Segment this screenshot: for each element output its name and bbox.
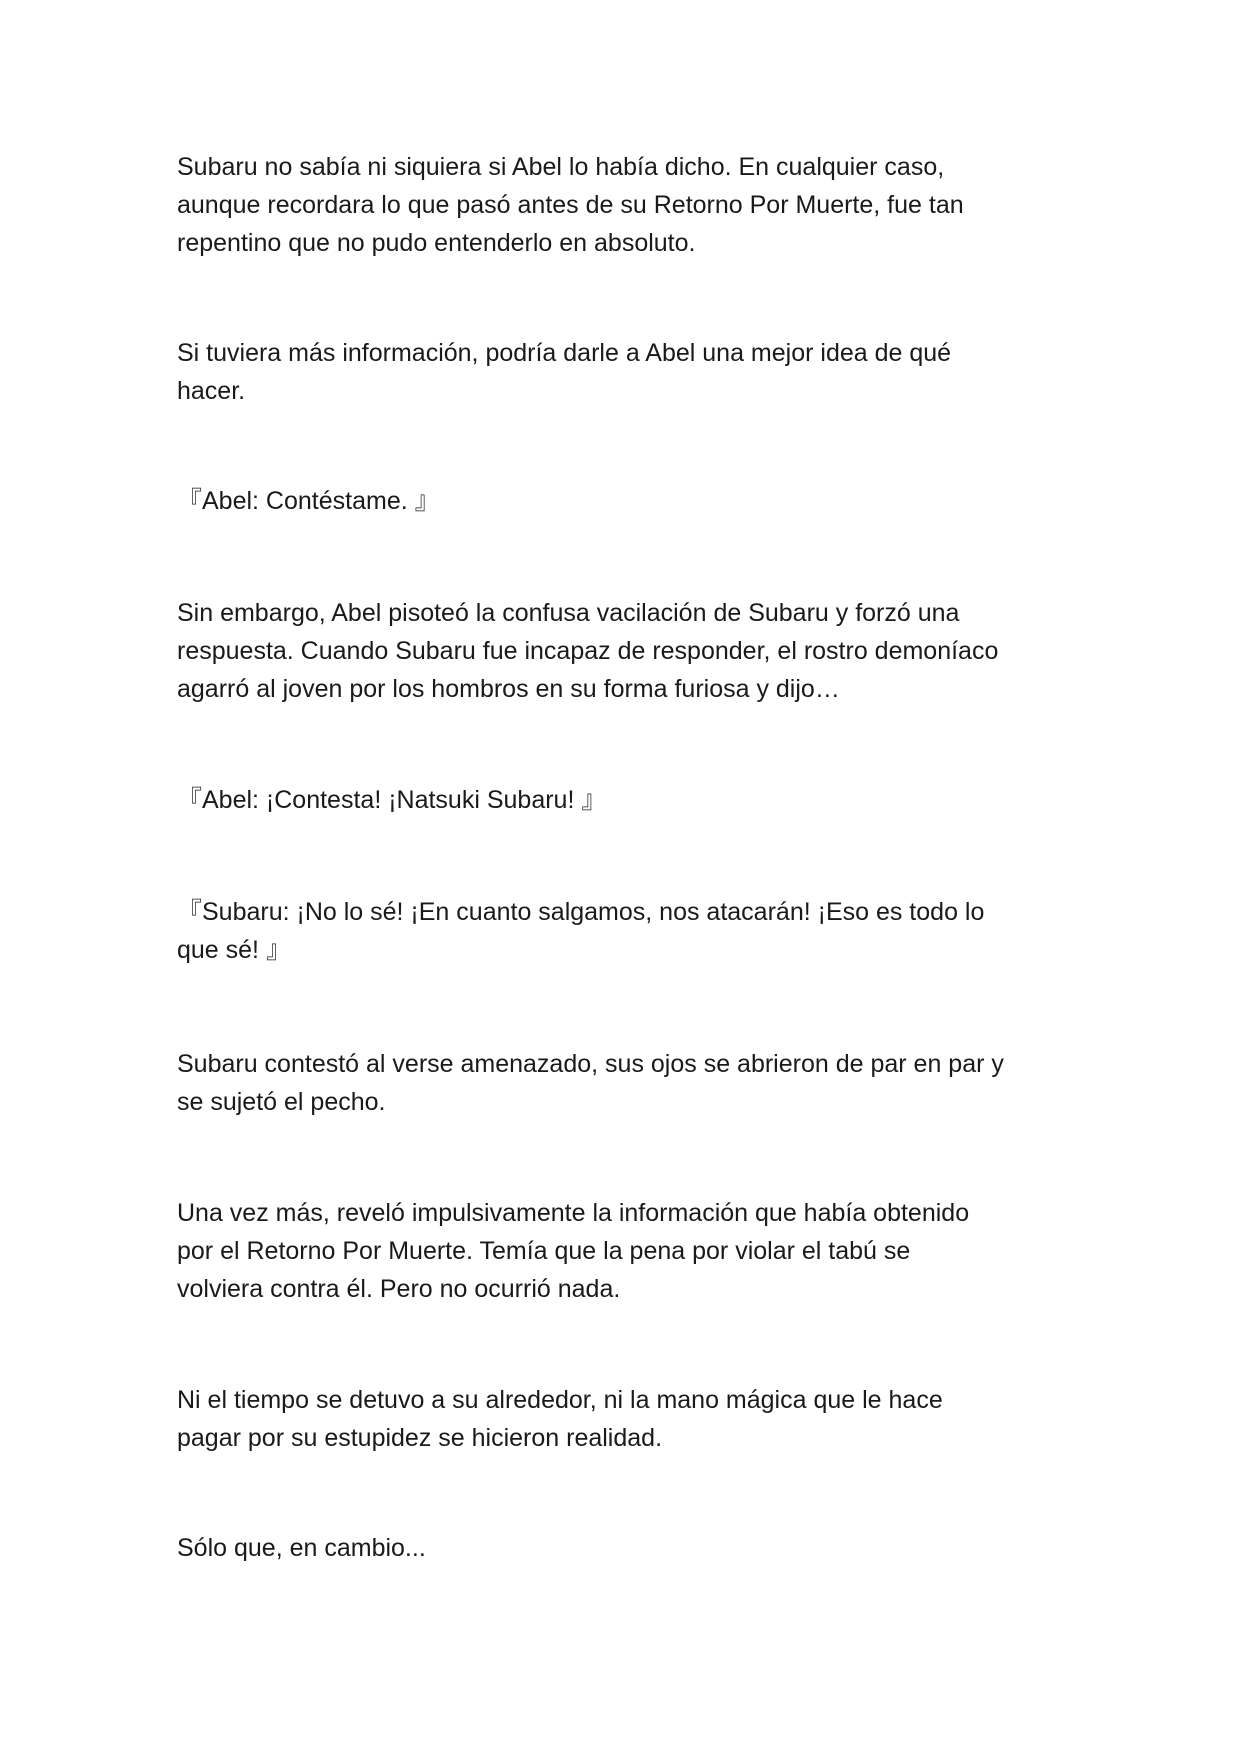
line: 『Subaru: ¡No lo sé! ¡En cuanto salgamos, nos atacarán! ¡Eso es todo lo bbox=[177, 898, 985, 926]
line: Sólo que, en cambio... bbox=[177, 1534, 426, 1562]
line: Si tuviera más información, podría darle a Abel una mejor idea de qué bbox=[177, 339, 952, 367]
paragraph-7 bbox=[177, 1529, 1057, 1567]
line: Subaru contestó al verse amenazado, sus ojos se abrieron de par en par y bbox=[177, 1050, 1004, 1078]
line: Sin embargo, Abel pisoteó la confusa vacilación de Subaru y forzó una bbox=[177, 599, 960, 627]
paragraph-3 bbox=[177, 594, 1057, 708]
line: respuesta. Cuando Subaru fue incapaz de responder, el rostro demoníaco bbox=[177, 637, 999, 665]
line: 『Abel: Contéstame. 』 bbox=[177, 487, 440, 515]
paragraph-4 bbox=[177, 1045, 1057, 1121]
line: pagar por su estupidez se hicieron realidad. bbox=[177, 1424, 663, 1452]
paragraph-2 bbox=[177, 334, 1057, 410]
dialogue-abel-2 bbox=[177, 781, 1057, 819]
paragraph-5 bbox=[177, 1194, 1057, 1308]
line: Una vez más, reveló impulsivamente la información que había obtenido bbox=[177, 1199, 970, 1227]
line: volviera contra él. Pero no ocurrió nada. bbox=[177, 1275, 621, 1303]
line: repentino que no pudo entenderlo en absoluto. bbox=[177, 229, 696, 257]
line: 『Abel: ¡Contesta! ¡Natsuki Subaru! 』 bbox=[177, 786, 607, 814]
dialogue-abel-1 bbox=[177, 482, 1057, 520]
line: Subaru no sabía ni siquiera si Abel lo había dicho. En cualquier caso, bbox=[177, 153, 945, 181]
paragraph-1 bbox=[177, 148, 1057, 262]
line: por el Retorno Por Muerte. Temía que la pena por violar el tabú se bbox=[177, 1237, 911, 1265]
paragraph-6 bbox=[177, 1381, 1057, 1457]
line: Ni el tiempo se detuvo a su alrededor, ni la mano mágica que le hace bbox=[177, 1386, 943, 1414]
line: agarró al joven por los hombros en su forma furiosa y dijo… bbox=[177, 675, 840, 703]
dialogue-subaru bbox=[177, 893, 1057, 969]
line: hacer. bbox=[177, 377, 246, 405]
line: aunque recordara lo que pasó antes de su Retorno Por Muerte, fue tan bbox=[177, 191, 964, 219]
line: que sé! 』 bbox=[177, 936, 291, 964]
line: se sujetó el pecho. bbox=[177, 1088, 386, 1116]
